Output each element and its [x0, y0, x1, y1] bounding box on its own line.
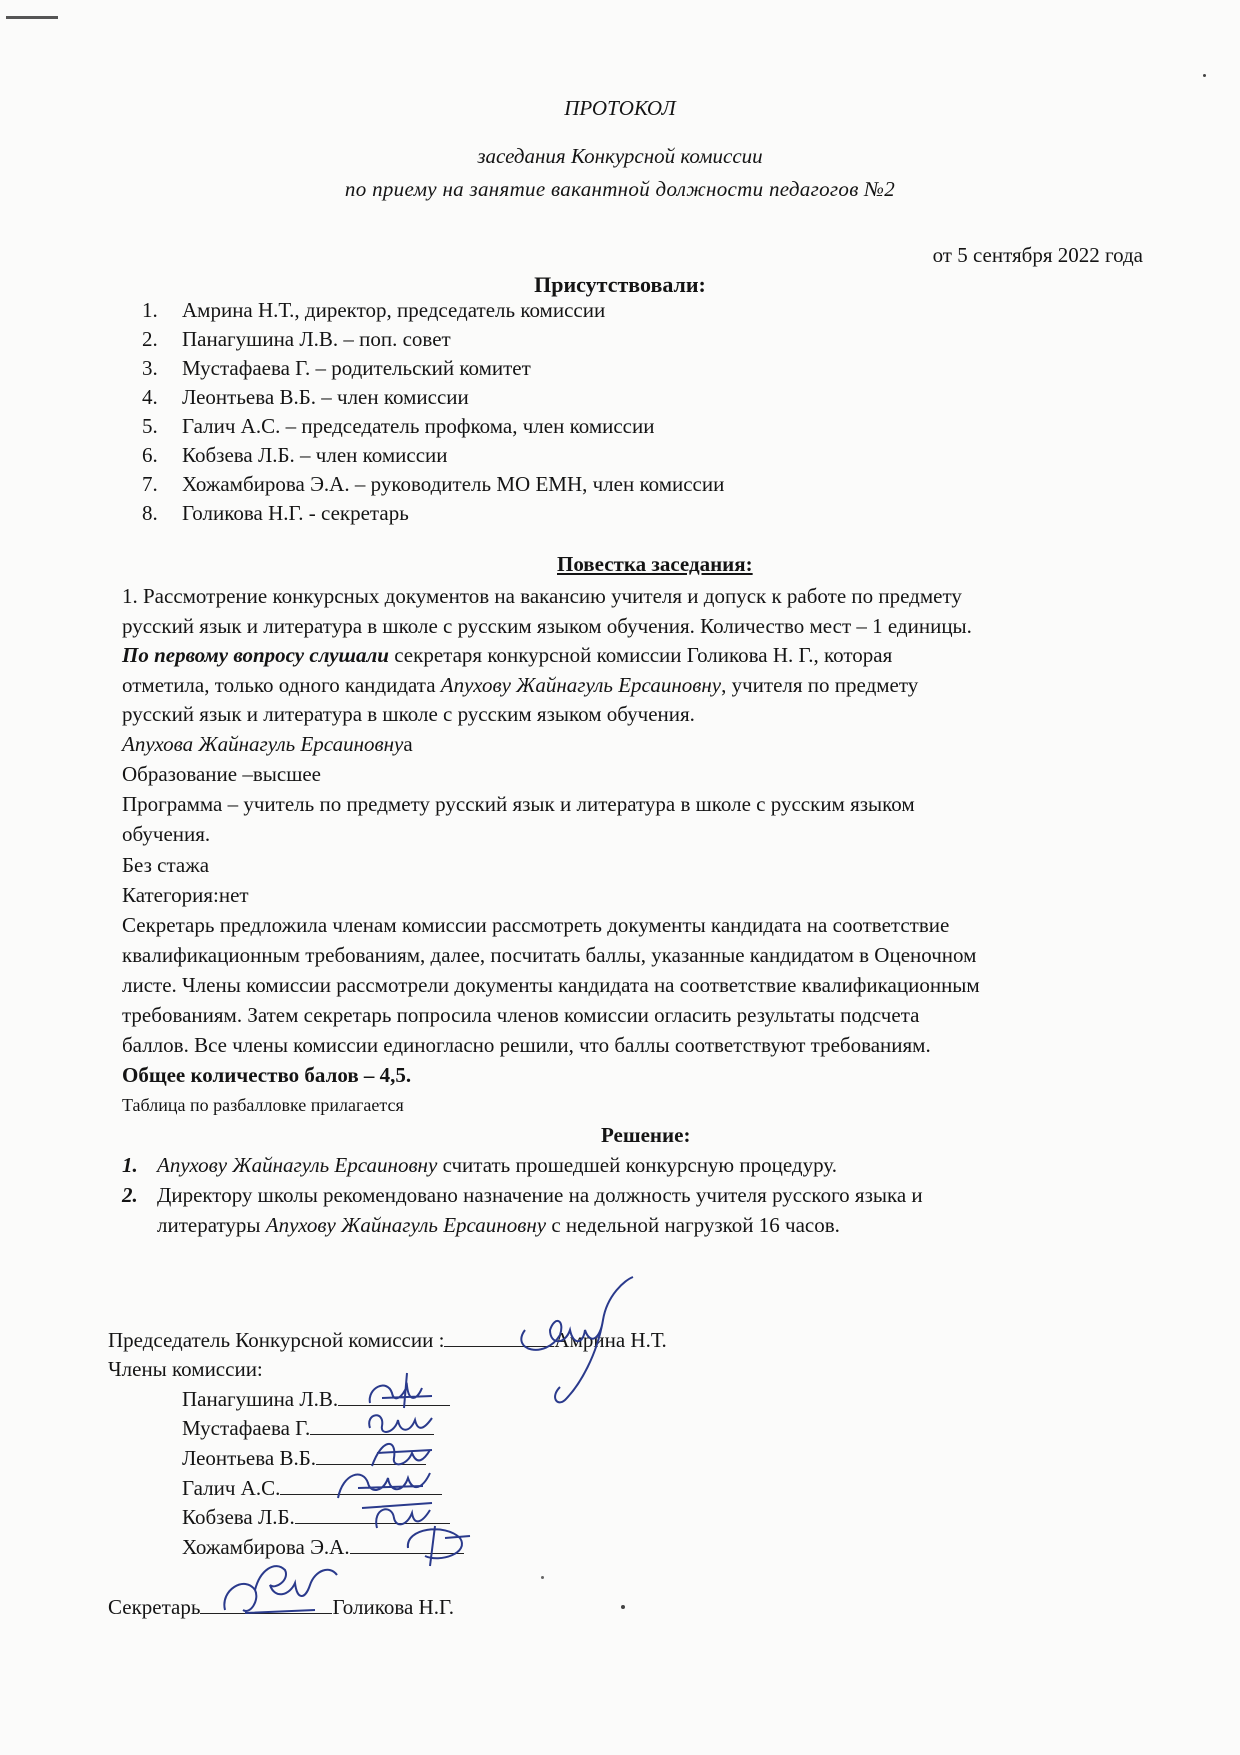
scan-speck [621, 1605, 625, 1609]
secretary-signature-line: Секретарь Голикова Н.Г. [108, 1595, 454, 1619]
decision-item-2-line-2: литературы Апухову Жайнагуль Ерсаиновну с недельной нагрузкой 16 часов. [157, 1213, 840, 1237]
document-date: от 5 сентября 2022 года [932, 243, 1143, 267]
secretary-signature-scribble [215, 1555, 345, 1630]
member-signature-scribble [400, 1518, 480, 1573]
paragraph-line: баллов. Все члены комиссии единогласно решили, что баллы соответствуют требованиям. [122, 1033, 931, 1057]
decision-item-1: Апухову Жайнагуль Ерсаиновну считать прошедшей конкурсную процедуру. [157, 1153, 837, 1177]
experience: Без стажа [122, 853, 210, 877]
candidate-name: Апухова Жайнагуль Ерсаиновнуа [122, 732, 413, 756]
education: Образование –высшее [122, 762, 322, 786]
paragraph-line: квалификационным требованиям, далее, посчитать баллы, указанные кандидатом в Оценочном [122, 943, 977, 967]
program-line-2: обучения. [122, 822, 211, 846]
category: Категория:нет [122, 883, 249, 907]
heard-rest: секретаря конкурсной комиссии Голикова Н. Г., которая [388, 643, 893, 667]
paragraph-line: требованиям. Затем секретарь попросила членов комиссии огласить результаты подсчета [122, 1003, 920, 1027]
member-signature-line: Хожамбирова Э.А. [182, 1535, 464, 1560]
decision-title: Решение: [601, 1123, 691, 1147]
paragraph-line: листе. Члены комиссии рассмотрели документы кандидата на соответствие квалификационным [122, 973, 980, 997]
members-label: Члены комиссии: [108, 1357, 263, 1381]
decision-item-2-line-1: Директору школы рекомендовано назначение на должность учителя русского языка и [157, 1183, 923, 1207]
subject-line: русский язык и литература в школе с русским языком обучения. [122, 702, 695, 726]
paragraph-line: Секретарь предложила членам комиссии рассмотреть документы кандидата на соответствие [122, 913, 950, 937]
document-subtitle-2: по приему на занятие вакантной должности педагогов №2 [344, 177, 896, 201]
candidate-name-inline: Апухову Жайнагуль Ерсаиновну [440, 673, 722, 697]
document-title: ПРОТОКОЛ [564, 96, 676, 120]
member-signature-line: Мустафаева Г. [182, 1416, 434, 1441]
member-signature-line: Леонтьева В.Б. [182, 1446, 426, 1471]
scan-artifact [6, 16, 58, 19]
scan-speck [1203, 74, 1206, 77]
heard-label: По первому вопросу слушали [122, 643, 389, 667]
member-signature-line: Кобзева Л.Б. [182, 1505, 450, 1530]
agenda-title: Повестка заседания: [557, 552, 753, 576]
member-signature-line: Панагушина Л.В. [182, 1387, 450, 1412]
decision-number: 2. [122, 1183, 138, 1207]
member-signature-line: Галич А.С. [182, 1476, 442, 1501]
scan-speck [541, 1576, 544, 1579]
document-page: ПРОТОКОЛ заседания Конкурсной комиссии по приему на занятие вакантной должности педагогов №2 от 5 сентября 2022 года Присутствовали: 1. Амрина Н.Т., директор, председатель комиссии 2. Панагушина Л.В. – поп. совет 3. Мустафаева Г. – родительский комитет 4. Леонтьева В.Б. – член комиссии 5. Галич А.С. – председатель профкома, член комиссии 6. Кобзева Л.Б. – член комиссии 7. Хожамбирова Э.А. – руководитель МО ЕМН, член комиссии 8. Голикова Н.Г. - секретарь Повестка заседания: 1. Рассмотрение конкурсных документов на вакансию учителя и допуск к работе по предмету русский язык и литература в школе с русским языком обучения. Количество мест – 1 единицы. По первому вопросу слушали секретаря конкурсной комиссии Голикова Н. Г., которая отметила, только одного кандидата Апухову Жайнагуль Ерсаиновну, учителя по предмету русский язык и литература в школе с русским языком обучения. Апухова Жайнагуль Ерсаиновнуа Образование –высшее Программа – учитель по предмету русский язык и литература в школе с русским языком обучения. Без стажа Категория:нет Секретарь предложила членам комиссии рассмотреть документы кандидата на соответствие квалификационным требованиям, далее, посчитать баллы, указанные кандидатом в Оценочном листе. Члены комиссии рассмотрели документы кандидата на соответствие квалификационным требованиям. Затем секретарь попросила членов комиссии огласить результаты подсчета баллов. Все члены комиссии единогласно решили, что баллы соответствуют требованиям. Общее количество балов – 4,5. Таблица по разбалловке прилагается Решение: 1. Апухову Жайнагуль Ерсаиновну считать прошедшей конкурсную процедуру. 2. Директору школы рекомендовано назначение на должность учителя русского языка и литературы Апухову Жайнагуль Ерсаиновну с недельной нагрузкой 16 часов. Председатель Конкурсной комиссии : Амрина Н.Т. Члены комиссии: Панагушина Л.В. Мустафаева Г. Леонтьева В.Б. Галич А.С. Кобзева Л.Б. Хожамбирова Э.А. Секретарь Голикова Н.Г. [0, 0, 1240, 1755]
present-title: Присутствовали: [534, 272, 706, 297]
chair-signature-line: Председатель Конкурсной комиссии : Амрина Н.Т. [108, 1328, 667, 1352]
decision-number: 1. [122, 1153, 138, 1177]
heard-line [122, 643, 892, 668]
total-score: Общее количество балов – 4,5. [122, 1063, 412, 1087]
document-subtitle-1: заседания Конкурсной комиссии [477, 144, 763, 168]
table-note: Таблица по разбалловке прилагается [122, 1095, 404, 1115]
agenda-item-1-line-2: русский язык и литература в школе с русским языком обучения. Количество мест – 1 единицы. [122, 614, 972, 638]
program-line-1: Программа – учитель по предмету русский язык и литература в школе с русским языком [122, 792, 915, 816]
agenda-item-1-line-1: 1. Рассмотрение конкурсных документов на вакансию учителя и допуск к работе по предмету [122, 584, 962, 608]
chair-signature-scribble [505, 1275, 645, 1425]
candidate-mention-line: отметила, только одного кандидата Апухову Жайнагуль Ерсаиновну, учителя по предмету [122, 673, 919, 697]
